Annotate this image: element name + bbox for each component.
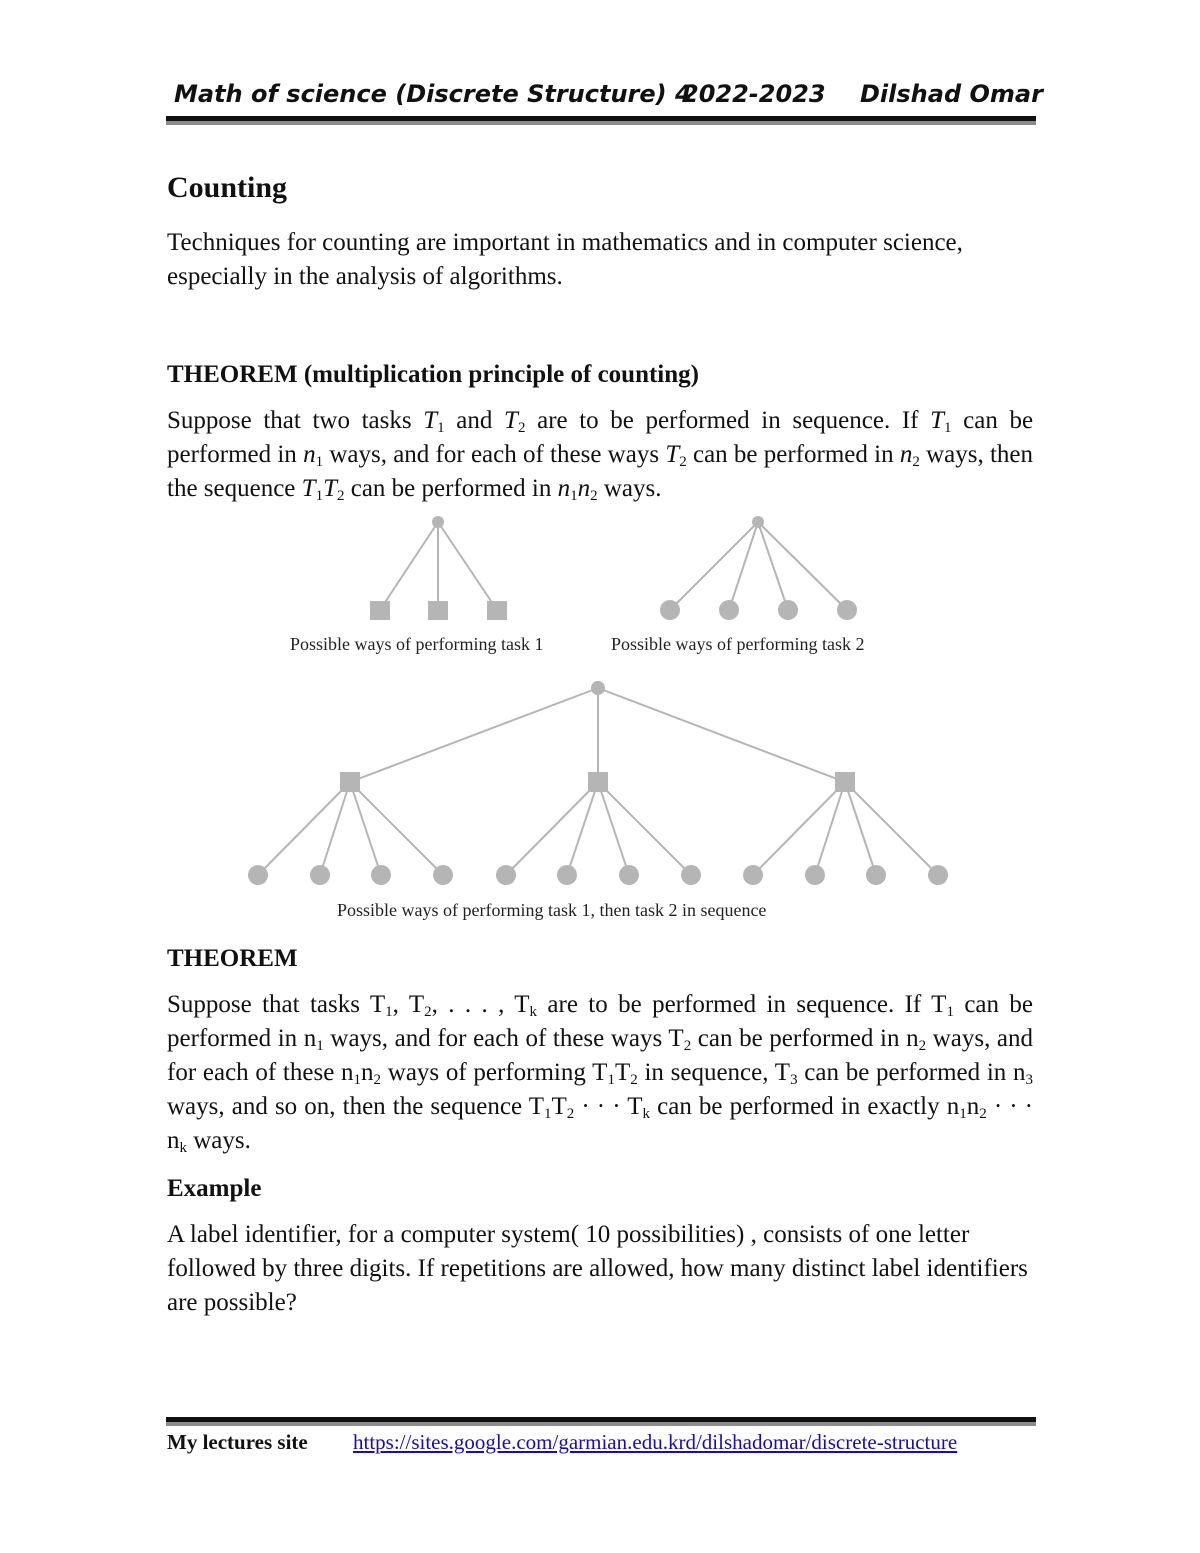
caption-task1: Possible ways of performing task 1 <box>290 634 544 654</box>
caption-sequence: Possible ways of performing task 1, then task 2 in sequence <box>337 900 767 920</box>
header-course: Math of science (Discrete Structure) 4 <box>174 80 692 108</box>
seq-task2-node <box>248 865 268 885</box>
tree3-root-node <box>591 681 605 695</box>
tree1-root-node <box>432 516 444 528</box>
task2-way-node <box>719 600 739 620</box>
footer-divider-shadow <box>166 1422 1036 1426</box>
seq-task2-node <box>557 865 577 885</box>
task1-way-node <box>370 601 390 620</box>
example-text: A label identifier, for a computer system( 10 possibilities) , consists of one letter followed by three digits. If repetitions are allowed, how many distinct label identifiers are possible? <box>167 1221 1028 1316</box>
task2-way-node <box>778 600 798 620</box>
theorem2-title: THEOREM <box>167 945 298 972</box>
example-title: Example <box>167 1175 262 1202</box>
header-year: 2022-2023 <box>682 80 826 108</box>
section-title: Counting <box>167 171 288 204</box>
tree-edges <box>258 522 938 875</box>
seq-task2-node <box>310 865 330 885</box>
footer-label: My lectures site <box>167 1430 308 1454</box>
seq-task2-node <box>681 865 701 885</box>
seq-task2-node <box>805 865 825 885</box>
seq-task2-node <box>928 865 948 885</box>
seq-task2-node <box>433 865 453 885</box>
header-divider-shadow <box>166 121 1036 125</box>
task2-way-node <box>660 600 680 620</box>
header-author: Dilshad Omar <box>860 80 1043 108</box>
seq-task1-node <box>340 772 360 792</box>
intro-paragraph: Techniques for counting are important in mathematics and in computer science, especially in the analysis of algorithms. <box>167 229 963 290</box>
seq-task1-node <box>588 772 608 792</box>
tree-diagram <box>0 512 1200 932</box>
seq-task2-node <box>866 865 886 885</box>
seq-task2-node <box>371 865 391 885</box>
main-content <box>167 168 1033 1320</box>
theorem2-text: Suppose that tasks $T_1$, $T_2$, . . . , $T_k$ are to be performed in sequence. If $T_1$ can be performed in $n_1$ ways, and for each of these ways $T_2$ can be performed in $n_2$ ways, and for each of these $n_1n_2$ ways of performing $T_1T_2$ in sequence, $T_3$ can be performed in $n_3$ ways, and so on, then the sequence $T_1T_2$ · · · $T_k$ can be performed in exactly $n_1n_2$ · · · $n_k$ ways. <box>167 991 1034 1156</box>
seq-task2-node <box>743 865 763 885</box>
task1-way-node <box>487 601 507 620</box>
lectures-site-link[interactable]: https://sites.google.com/garmian.edu.krd/dilshadomar/discrete-structure <box>353 1430 958 1454</box>
tree2-root-node <box>752 516 764 528</box>
seq-task2-node <box>496 865 516 885</box>
tree-diagram-figure <box>167 512 1033 932</box>
caption-task2: Possible ways of performing task 2 <box>611 634 865 654</box>
task1-way-node <box>428 601 448 620</box>
theorem1-title: THEOREM (multiplication principle of counting) <box>167 361 699 388</box>
page-header <box>168 80 1043 114</box>
seq-task2-node <box>619 865 639 885</box>
theorem1-text: Suppose that two tasks $T_1$ and $T_2$ are to be performed in sequence. If $T_1$ can be performed in $n_1$ ways, and for each of these ways $T_2$ can be performed in $n_2$ ways, then the sequence $T_1T_2$ can be performed in $n_1n_2$ ways. <box>167 407 1034 504</box>
task2-way-node <box>837 600 857 620</box>
seq-task1-node <box>835 772 855 792</box>
